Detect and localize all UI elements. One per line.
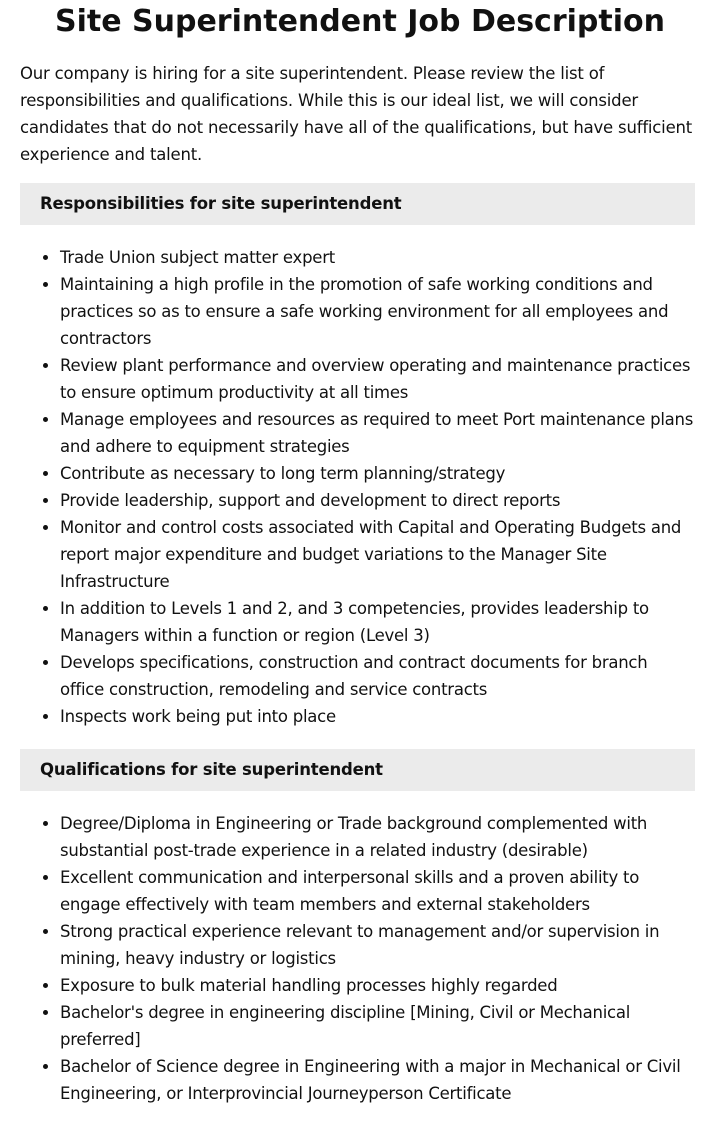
list-item: • Develops specifications, construction and contract documents for branch office construction, remodeling and service contracts	[60, 649, 696, 703]
list-item: • Provide leadership, support and development to direct reports	[60, 487, 696, 514]
list-item: • Contribute as necessary to long term planning/strategy	[60, 460, 696, 487]
list-item: • Maintaining a high profile in the promotion of safe working conditions and practices so as to ensure a safe working environment for all employees and contractors	[60, 271, 696, 352]
list-item: • Bachelor's degree in engineering discipline [Mining, Civil or Mechanical preferred]	[60, 999, 696, 1053]
list-item: • Manage employees and resources as required to meet Port maintenance plans and adhere to equipment strategies	[60, 406, 696, 460]
list-item: • Degree/Diploma in Engineering or Trade background complemented with substantial post-trade experience in a related industry (desirable)	[60, 810, 696, 864]
list-item: • Inspects work being put into place	[60, 703, 696, 730]
list-item: • Bachelor of Science degree in Engineering with a major in Mechanical or Civil Engineering, or Interprovincial Journeyperson Certificate	[60, 1053, 696, 1107]
list-item: • Exposure to bulk material handling processes highly regarded	[60, 972, 696, 999]
page-title: Site Superintendent Job Description	[55, 4, 665, 39]
responsibilities-heading: Responsibilities for site superintendent	[20, 183, 695, 225]
list-item: • In addition to Levels 1 and 2, and 3 competencies, provides leadership to Managers within a function or region (Level 3)	[60, 595, 696, 649]
list-item: • Strong practical experience relevant to management and/or supervision in mining, heavy industry or logistics	[60, 918, 696, 972]
responsibilities-list	[20, 244, 696, 730]
list-item: • Excellent communication and interpersonal skills and a proven ability to engage effectively with team members and external stakeholders	[60, 864, 696, 918]
qualifications-heading: Qualifications for site superintendent	[20, 749, 695, 791]
list-item: • Trade Union subject matter expert	[60, 244, 696, 271]
list-item: • Review plant performance and overview operating and maintenance practices to ensure optimum productivity at all times	[60, 352, 696, 406]
intro-paragraph: Our company is hiring for a site superintendent. Please review the list of responsibilities and qualifications. While this is our ideal list, we will consider candidates that do not necessarily have all of the qualifications, but have sufficient experience and talent.	[20, 64, 693, 164]
qualifications-list	[20, 810, 696, 1107]
list-item: • Monitor and control costs associated with Capital and Operating Budgets and report major expenditure and budget variations to the Manager Site Infrastructure	[60, 514, 696, 595]
